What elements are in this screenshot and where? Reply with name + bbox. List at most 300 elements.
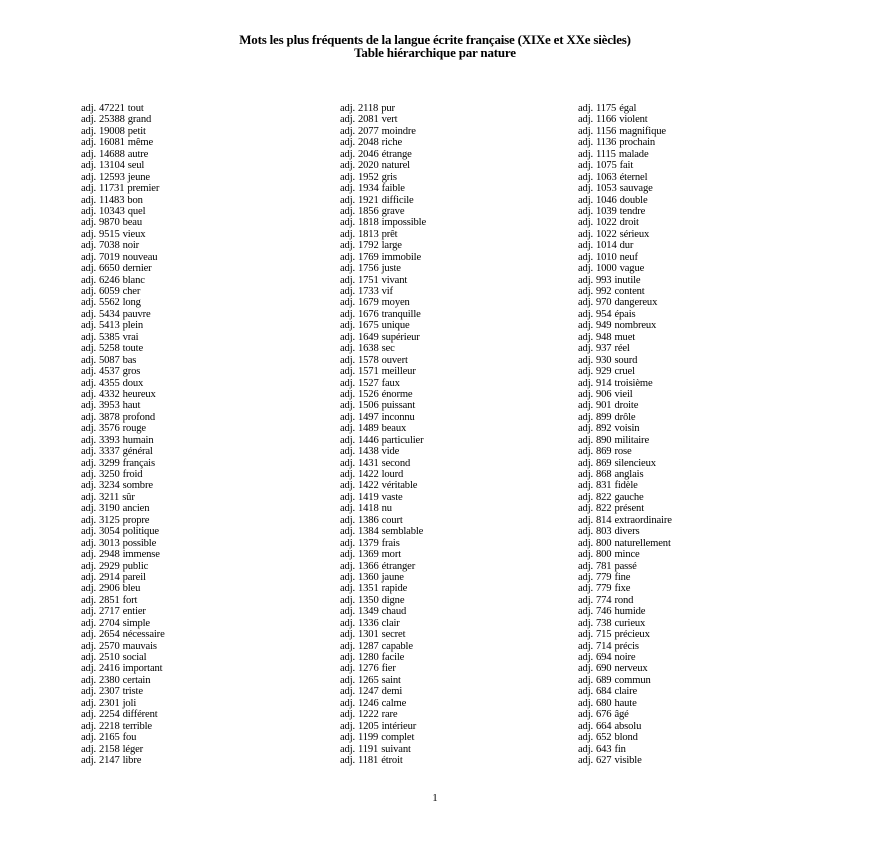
entry-word: chaud <box>381 606 407 618</box>
entry-pos: adj. <box>340 560 355 572</box>
word-entry <box>578 297 672 308</box>
word-entry <box>578 515 672 526</box>
entry-frequency: 1813 <box>358 228 379 240</box>
entry-pos: adj. <box>81 526 96 538</box>
word-entry <box>578 160 672 171</box>
entry-pos: adj. <box>340 366 355 378</box>
word-entry <box>578 446 672 457</box>
entry-frequency: 822 <box>596 491 612 503</box>
entry-frequency: 1856 <box>358 205 379 217</box>
entry-pos: adj. <box>340 480 355 492</box>
word-entry <box>340 686 426 697</box>
word-entry <box>578 400 672 411</box>
entry-pos: adj. <box>578 686 593 698</box>
entry-frequency: 831 <box>596 480 612 492</box>
word-entry <box>340 446 426 457</box>
word-entry <box>340 652 426 663</box>
entry-word: saint <box>381 674 401 686</box>
word-entry <box>340 195 426 206</box>
word-entry <box>81 275 165 286</box>
entry-frequency: 948 <box>596 331 612 343</box>
entry-word: gros <box>122 366 141 378</box>
entry-pos: adj. <box>340 754 355 766</box>
entry-pos: adj. <box>340 331 355 343</box>
entry-frequency: 6246 <box>99 274 120 286</box>
entry-frequency: 1431 <box>358 457 379 469</box>
entry-pos: adj. <box>81 274 96 286</box>
word-entry <box>578 492 672 503</box>
word-entry <box>340 126 426 137</box>
word-entry <box>81 137 165 148</box>
entry-pos: adj. <box>81 469 96 480</box>
entry-word: sérieux <box>619 228 650 240</box>
word-entry <box>340 206 426 217</box>
word-entry <box>81 480 165 491</box>
word-entry <box>81 252 165 263</box>
entry-word: gris <box>381 171 397 183</box>
word-entry <box>340 183 426 194</box>
entry-frequency: 1489 <box>358 423 379 435</box>
entry-pos: adj. <box>578 549 593 561</box>
word-entry <box>340 561 426 572</box>
entry-pos: adj. <box>340 103 355 114</box>
entry-frequency: 2301 <box>99 697 120 709</box>
entry-frequency: 901 <box>596 400 612 412</box>
entry-word: nombreux <box>614 320 657 332</box>
entry-word: passé <box>614 560 637 572</box>
entry-word: vert <box>381 114 398 126</box>
entry-frequency: 4537 <box>99 366 120 378</box>
entry-pos: adj. <box>81 491 96 503</box>
entry-word: pareil <box>122 571 146 583</box>
entry-word: sec <box>381 343 395 355</box>
word-entry <box>81 343 165 354</box>
entry-pos: adj. <box>81 629 96 641</box>
entry-word: simple <box>122 617 150 629</box>
word-entry <box>578 721 672 732</box>
entry-word: prêt <box>381 228 398 240</box>
word-entry <box>81 526 165 537</box>
entry-word: ouvert <box>381 354 408 366</box>
entry-word: léger <box>122 743 144 755</box>
word-entry <box>578 469 672 480</box>
entry-frequency: 5434 <box>99 308 120 320</box>
entry-frequency: 12593 <box>99 171 125 183</box>
word-entry <box>340 709 426 720</box>
entry-pos: adj. <box>81 674 96 686</box>
word-entry <box>578 320 672 331</box>
word-entry <box>81 378 165 389</box>
entry-frequency: 1265 <box>358 674 379 686</box>
entry-pos: adj. <box>340 423 355 435</box>
entry-pos: adj. <box>340 503 355 515</box>
entry-frequency: 869 <box>596 457 612 469</box>
entry-word: naturel <box>381 160 410 172</box>
entry-word: précis <box>614 640 639 652</box>
entry-pos: adj. <box>81 286 96 297</box>
word-entry <box>340 252 426 263</box>
entry-frequency: 689 <box>596 674 612 686</box>
entry-word: tout <box>127 103 144 114</box>
entry-word: véritable <box>381 480 418 492</box>
word-entry <box>340 526 426 537</box>
entry-word: cher <box>122 286 141 297</box>
entry-frequency: 5413 <box>99 320 120 332</box>
word-entry <box>81 458 165 469</box>
entry-frequency: 1053 <box>596 183 617 195</box>
entry-frequency: 2851 <box>99 594 120 606</box>
entry-pos: adj. <box>81 720 96 732</box>
entry-word: bon <box>127 194 143 206</box>
word-entry <box>81 686 165 697</box>
entry-word: cruel <box>614 366 635 378</box>
entry-word: français <box>122 457 155 469</box>
entry-word: petit <box>127 125 146 137</box>
entry-frequency: 1075 <box>596 160 617 172</box>
word-entry <box>578 332 672 343</box>
entry-pos: adj. <box>340 274 355 286</box>
entry-word: certain <box>122 674 151 686</box>
entry-pos: adj. <box>340 571 355 583</box>
entry-word: droite <box>614 400 639 412</box>
entry-frequency: 4332 <box>99 388 120 400</box>
entry-pos: adj. <box>578 732 593 744</box>
entry-word: noire <box>614 652 636 663</box>
page-number: 1 <box>432 792 438 804</box>
entry-word: inconnu <box>381 411 415 423</box>
entry-pos: adj. <box>81 583 96 595</box>
entry-pos: adj. <box>81 205 96 217</box>
word-entry <box>340 698 426 709</box>
entry-pos: adj. <box>81 594 96 606</box>
entry-frequency: 714 <box>596 640 612 652</box>
word-entry <box>578 412 672 423</box>
word-entry <box>340 332 426 343</box>
entry-frequency: 2118 <box>358 103 379 114</box>
entry-frequency: 11483 <box>99 194 125 206</box>
entry-frequency: 1301 <box>358 629 379 641</box>
entry-frequency: 2948 <box>99 549 120 561</box>
entry-word: fier <box>381 663 396 675</box>
word-entry <box>578 309 672 320</box>
entry-pos: adj. <box>340 240 355 252</box>
entry-word: triste <box>122 686 143 698</box>
entry-word: propre <box>122 514 150 526</box>
entry-frequency: 738 <box>596 617 612 629</box>
entry-frequency: 3211 <box>99 491 120 503</box>
word-entry <box>578 252 672 263</box>
entry-pos: adj. <box>340 125 355 137</box>
entry-pos: adj. <box>81 697 96 709</box>
entry-pos: adj. <box>340 354 355 366</box>
entry-word: jeune <box>127 171 150 183</box>
entry-frequency: 2307 <box>99 686 120 698</box>
word-entry <box>81 629 165 640</box>
word-column-1 <box>81 103 165 766</box>
word-entry <box>578 423 672 434</box>
entry-pos: adj. <box>81 183 96 195</box>
word-entry <box>578 549 672 560</box>
entry-frequency: 3190 <box>99 503 120 515</box>
entry-word: humain <box>122 434 154 446</box>
page-subtitle: Table hiérarchique par nature <box>354 45 516 60</box>
entry-frequency: 1369 <box>358 549 379 561</box>
entry-frequency: 1156 <box>596 125 617 137</box>
entry-frequency: 1366 <box>358 560 379 572</box>
entry-frequency: 781 <box>596 560 612 572</box>
entry-word: naturellement <box>614 537 671 549</box>
word-entry <box>81 195 165 206</box>
entry-frequency: 1000 <box>596 263 617 275</box>
entry-pos: adj. <box>81 423 96 435</box>
entry-pos: adj. <box>340 148 355 160</box>
entry-frequency: 1422 <box>358 469 379 480</box>
entry-word: profond <box>122 411 156 423</box>
word-entry <box>81 172 165 183</box>
entry-word: sourd <box>614 354 638 366</box>
entry-word: meilleur <box>381 366 416 378</box>
entry-pos: adj. <box>578 400 593 412</box>
word-entry <box>81 561 165 572</box>
entry-pos: adj. <box>81 514 96 526</box>
entry-word: terrible <box>122 720 152 732</box>
word-entry <box>340 355 426 366</box>
entry-frequency: 1384 <box>358 526 379 538</box>
word-entry <box>578 195 672 206</box>
entry-pos: adj. <box>578 446 593 458</box>
word-entry <box>81 663 165 674</box>
entry-word: doux <box>122 377 144 389</box>
entry-pos: adj. <box>340 343 355 355</box>
word-entry <box>340 229 426 240</box>
entry-frequency: 1039 <box>596 205 617 217</box>
word-entry <box>578 378 672 389</box>
word-entry <box>81 435 165 446</box>
entry-word: clair <box>381 617 400 629</box>
entry-pos: adj. <box>578 457 593 469</box>
entry-frequency: 1676 <box>358 308 379 320</box>
entry-word: libre <box>122 754 142 766</box>
entry-frequency: 1419 <box>358 491 379 503</box>
word-entry <box>340 149 426 160</box>
entry-frequency: 5087 <box>99 354 120 366</box>
entry-pos: adj. <box>578 183 593 195</box>
entry-frequency: 954 <box>596 308 612 320</box>
entry-pos: adj. <box>578 560 593 572</box>
entry-pos: adj. <box>340 537 355 549</box>
entry-frequency: 1014 <box>596 240 617 252</box>
entry-frequency: 1527 <box>358 377 379 389</box>
entry-word: possible <box>122 537 157 549</box>
word-entry <box>81 515 165 526</box>
entry-word: second <box>381 457 411 469</box>
word-entry <box>340 515 426 526</box>
entry-pos: adj. <box>578 297 593 309</box>
entry-word: fou <box>122 732 137 744</box>
entry-frequency: 664 <box>596 720 612 732</box>
entry-frequency: 1506 <box>358 400 379 412</box>
word-entry <box>578 538 672 549</box>
word-entry <box>81 103 165 114</box>
entry-pos: adj. <box>578 537 593 549</box>
word-entry <box>340 629 426 640</box>
entry-pos: adj. <box>81 480 96 492</box>
entry-pos: adj. <box>340 446 355 458</box>
word-entry <box>340 572 426 583</box>
word-entry <box>81 366 165 377</box>
word-entry <box>578 606 672 617</box>
entry-frequency: 1422 <box>358 480 379 492</box>
entry-pos: adj. <box>340 743 355 755</box>
entry-word: court <box>381 514 403 526</box>
entry-pos: adj. <box>81 240 96 252</box>
entry-pos: adj. <box>340 308 355 320</box>
entry-pos: adj. <box>81 571 96 583</box>
entry-word: noir <box>122 240 140 252</box>
word-entry <box>578 675 672 686</box>
entry-word: premier <box>127 183 160 195</box>
entry-frequency: 14688 <box>99 148 125 160</box>
entry-word: sauvage <box>619 183 653 195</box>
word-entry <box>81 126 165 137</box>
word-entry <box>578 103 672 114</box>
entry-frequency: 4355 <box>99 377 120 389</box>
word-entry <box>578 137 672 148</box>
entry-pos: adj. <box>340 377 355 389</box>
entry-pos: adj. <box>81 320 96 332</box>
entry-word: seul <box>127 160 145 172</box>
entry-frequency: 2717 <box>99 606 120 618</box>
entry-word: militaire <box>614 434 649 446</box>
entry-word: moyen <box>381 297 410 309</box>
word-entry <box>578 641 672 652</box>
entry-pos: adj. <box>578 617 593 629</box>
word-entry <box>578 183 672 194</box>
entry-frequency: 1010 <box>596 251 617 263</box>
entry-word: facile <box>381 652 405 663</box>
entry-word: neuf <box>619 251 638 263</box>
entry-frequency: 1280 <box>358 652 379 663</box>
entry-frequency: 2914 <box>99 571 120 583</box>
entry-word: supérieur <box>381 331 420 343</box>
entry-word: faux <box>381 377 400 389</box>
entry-word: bas <box>122 354 137 366</box>
entry-frequency: 13104 <box>99 160 125 172</box>
entry-pos: adj. <box>578 526 593 538</box>
entry-pos: adj. <box>340 114 355 126</box>
word-entry <box>578 732 672 743</box>
entry-word: rose <box>614 446 632 458</box>
entry-word: étroit <box>381 754 403 766</box>
entry-word: vaste <box>381 491 403 503</box>
entry-pos: adj. <box>578 286 593 297</box>
entry-pos: adj. <box>81 308 96 320</box>
entry-frequency: 2081 <box>358 114 379 126</box>
entry-frequency: 676 <box>596 709 612 721</box>
word-entry <box>340 595 426 606</box>
word-entry <box>81 572 165 583</box>
entry-word: visible <box>614 754 642 766</box>
word-entry <box>340 400 426 411</box>
entry-word: commun <box>614 674 651 686</box>
entry-pos: adj. <box>340 286 355 297</box>
entry-pos: adj. <box>578 514 593 526</box>
entry-frequency: 715 <box>596 629 612 641</box>
entry-word: bleu <box>122 583 141 595</box>
entry-word: humide <box>614 606 646 618</box>
word-columns <box>0 103 870 773</box>
entry-word: large <box>381 240 402 252</box>
word-entry <box>578 275 672 286</box>
entry-word: sombre <box>122 480 153 492</box>
entry-frequency: 929 <box>596 366 612 378</box>
entry-pos: adj. <box>578 503 593 515</box>
word-entry <box>340 343 426 354</box>
word-entry <box>578 217 672 228</box>
entry-pos: adj. <box>81 377 96 389</box>
entry-pos: adj. <box>81 366 96 378</box>
entry-word: beau <box>122 217 142 229</box>
word-entry <box>578 263 672 274</box>
word-entry <box>81 286 165 297</box>
entry-frequency: 1276 <box>358 663 379 675</box>
entry-word: violent <box>619 114 648 126</box>
entry-word: semblable <box>381 526 424 538</box>
entry-word: vieux <box>122 228 146 240</box>
entry-pos: adj. <box>340 183 355 195</box>
word-entry <box>578 355 672 366</box>
entry-word: public <box>122 560 149 572</box>
entry-word: quel <box>127 205 146 217</box>
entry-frequency: 1247 <box>358 686 379 698</box>
entry-pos: adj. <box>340 549 355 561</box>
entry-pos: adj. <box>578 423 593 435</box>
entry-pos: adj. <box>81 549 96 561</box>
word-entry <box>578 343 672 354</box>
entry-word: muet <box>614 331 636 343</box>
entry-pos: adj. <box>340 526 355 538</box>
word-entry <box>81 160 165 171</box>
entry-word: âgé <box>614 709 629 721</box>
word-entry <box>578 663 672 674</box>
word-entry <box>340 606 426 617</box>
entry-pos: adj. <box>578 709 593 721</box>
word-entry <box>340 721 426 732</box>
entry-word: content <box>614 286 645 297</box>
word-entry <box>578 583 672 594</box>
entry-word: épais <box>614 308 636 320</box>
word-entry <box>81 606 165 617</box>
word-entry <box>81 217 165 228</box>
entry-pos: adj. <box>578 571 593 583</box>
word-entry <box>340 263 426 274</box>
entry-frequency: 803 <box>596 526 612 538</box>
entry-word: fine <box>614 571 631 583</box>
entry-word: rare <box>381 709 398 721</box>
entry-word: drôle <box>614 411 636 423</box>
entry-pos: adj. <box>81 228 96 240</box>
entry-frequency: 627 <box>596 754 612 766</box>
entry-frequency: 1818 <box>358 217 379 229</box>
entry-frequency: 684 <box>596 686 612 698</box>
entry-frequency: 970 <box>596 297 612 309</box>
entry-frequency: 1679 <box>358 297 379 309</box>
entry-pos: adj. <box>340 709 355 721</box>
entry-pos: adj. <box>578 343 593 355</box>
entry-word: extraordinaire <box>614 514 672 526</box>
word-entry <box>81 721 165 732</box>
entry-pos: adj. <box>578 434 593 446</box>
